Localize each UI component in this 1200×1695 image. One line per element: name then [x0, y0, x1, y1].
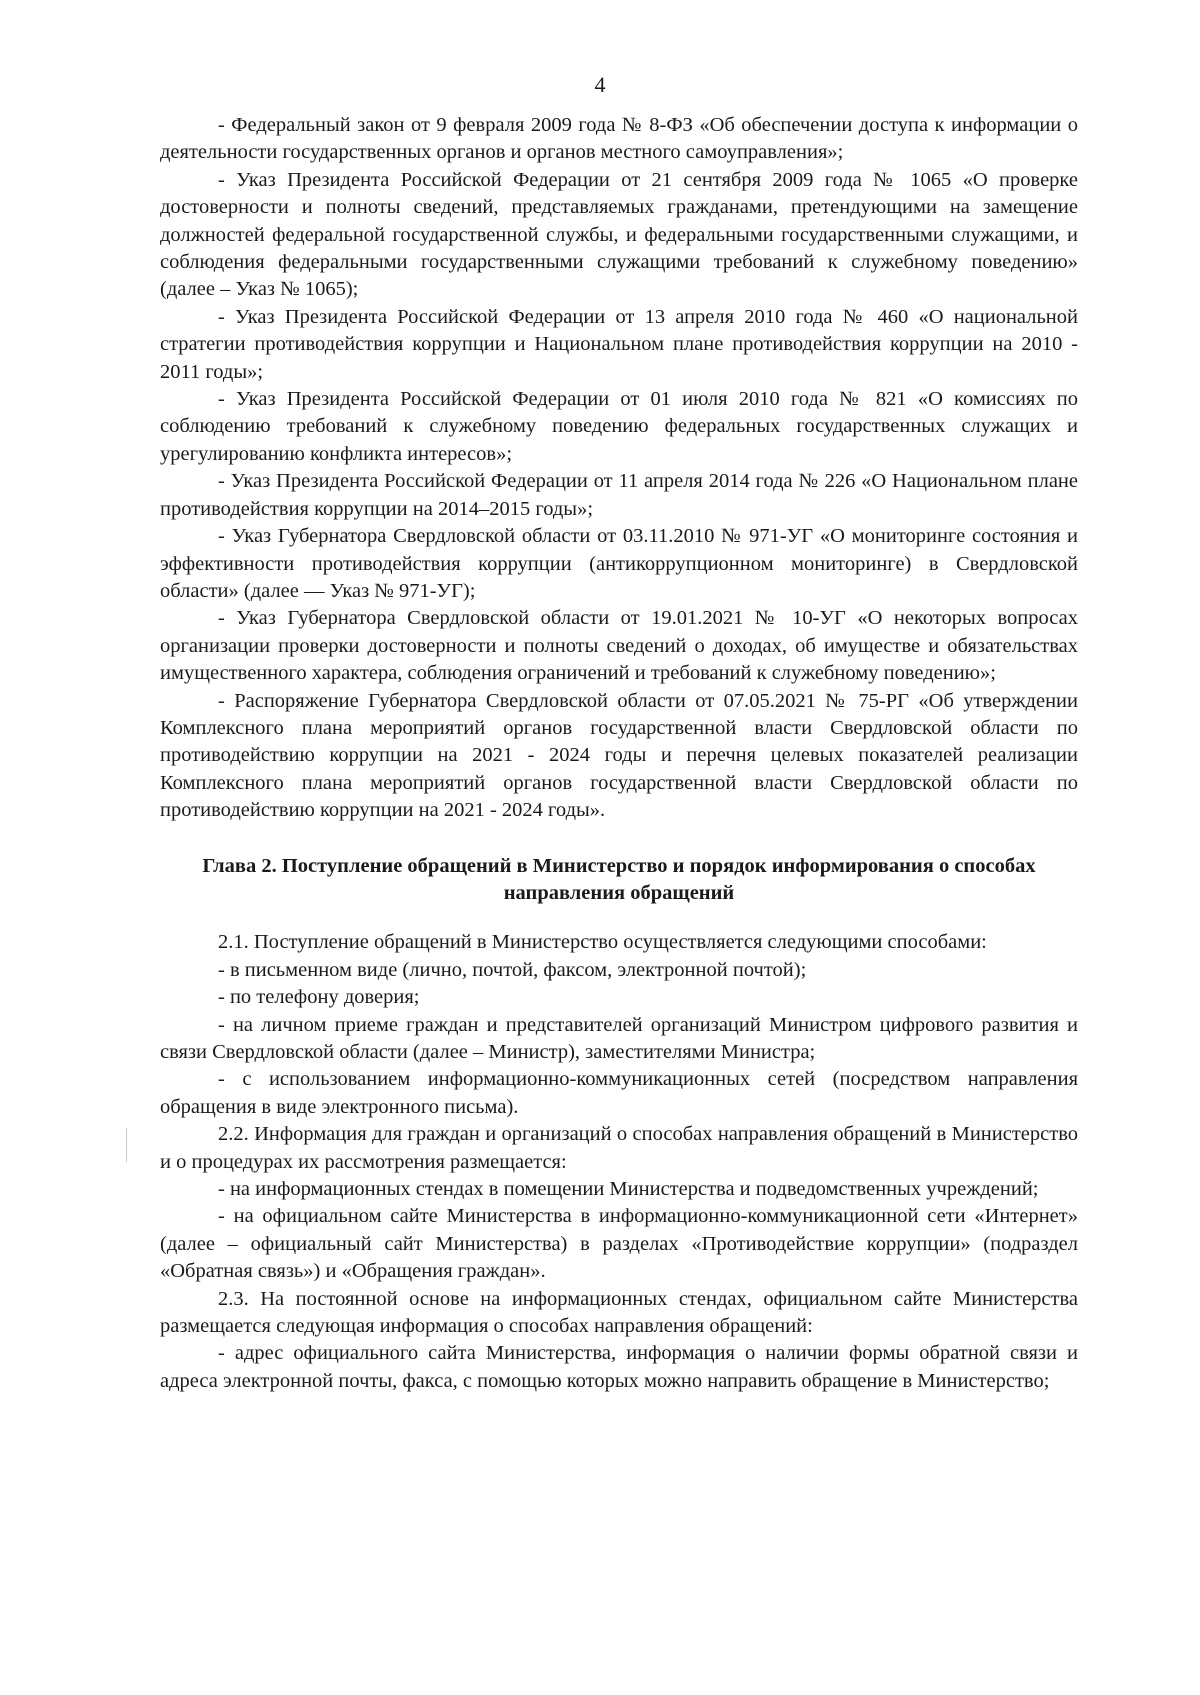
page-number: 4	[594, 72, 606, 97]
list-item: - в письменном виде (лично, почтой, факсом, электронной почтой);	[218, 958, 807, 981]
chapter-heading: Глава 2. Поступление обращений в Министерство и порядок информирования о способах направления обращений	[202, 854, 1036, 904]
section-2-2-intro: 2.2. Информация для граждан и организаций о способах направления обращений в Министерство и о процедурах их рассмотрения размещается:	[160, 1123, 1078, 1173]
list-item: - на информационных стендах в помещении Министерства и подведомственных учреждений;	[218, 1178, 1039, 1201]
list-item: - с использованием информационно-коммуникационных сетей (посредством направления обращения в виде электронного письма).	[160, 1068, 1078, 1118]
list-item: - на личном приеме граждан и представителей организаций Министром цифрового развития и связи Свердловской области (далее – Министр), заместителями Министра;	[160, 1013, 1078, 1063]
legal-basis-item: - Указ Президента Российской Федерации от 11 апреля 2014 года № 226 «О Национальном плане противодействия коррупции на 2014–2015 годы»;	[160, 470, 1078, 520]
list-item: - адрес официального сайта Министерства, информация о наличии формы обратной связи и адреса электронной почты, факса, с помощью которых можно направить обращение в Министерство;	[160, 1342, 1078, 1392]
legal-basis-item: - Федеральный закон от 9 февраля 2009 года № 8-ФЗ «Об обеспечении доступа к информации о деятельности государственных органов и органов местного самоуправления»;	[160, 114, 1078, 164]
list-item: - по телефону доверия;	[218, 986, 420, 1009]
margin-mark	[126, 1128, 127, 1162]
legal-basis-item: - Указ Президента Российской Федерации от 21 сентября 2009 года № 1065 «О проверке достоверности и полноты сведений, представляемых гражданами, претендующими на замещение должностей федеральной государственной службы, и федеральными государственными служащими, и соблюдения федеральными государственными служащими требований к служебному поведению» (далее – Указ № 1065);	[160, 168, 1078, 301]
legal-basis-item: - Указ Президента Российской Федерации от 01 июля 2010 года № 821 «О комиссиях по соблюдению требований к служебному поведению федеральных государственных служащих и урегулированию конфликта интересов»;	[160, 388, 1078, 465]
page-content	[160, 112, 1078, 1395]
legal-basis-item: - Указ Губернатора Свердловской области от 19.01.2021 № 10-УГ «О некоторых вопросах организации проверки достоверности и полноты сведений о доходах, об имуществе и обязательствах имущественного характера, соблюдения ограничений и требований к служебному поведению»;	[160, 607, 1078, 685]
section-2-3-intro: 2.3. На постоянной основе на информационных стендах, официальном сайте Министерства размещается следующая информация о способах направления обращений:	[160, 1287, 1078, 1338]
section-2-1-intro: 2.1. Поступление обращений в Министерство осуществляется следующими способами:	[218, 931, 987, 954]
legal-basis-item: - Указ Президента Российской Федерации от 13 апреля 2010 года № 460 «О национальной стратегии противодействия коррупции и Национальном плане противодействия коррупции на 2010 - 2011 годы»;	[160, 305, 1078, 383]
list-item: - на официальном сайте Министерства в информационно-коммуникационной сети «Интернет» (далее – официальный сайт Министерства) в разделах «Противодействие коррупции» (подраздел «Обратная связь») и «Обращения граждан».	[160, 1205, 1078, 1283]
legal-basis-item: - Распоряжение Губернатора Свердловской области от 07.05.2021 № 75-РГ «Об утверждении Комплексного плана мероприятий органов государственной власти Свердловской области по противодействию коррупции на 2021 - 2024 годы и перечня целевых показателей реализации Комплексного плана мероприятий органов государственной власти Свердловской области по противодействию коррупции на 2021 - 2024 годы».	[160, 689, 1078, 822]
legal-basis-item: - Указ Губернатора Свердловской области от 03.11.2010 № 971-УГ «О мониторинге состояния и эффективности противодействия коррупции (антикоррупционном мониторинге) в Свердловской области» (далее — Указ № 971-УГ);	[160, 525, 1078, 602]
